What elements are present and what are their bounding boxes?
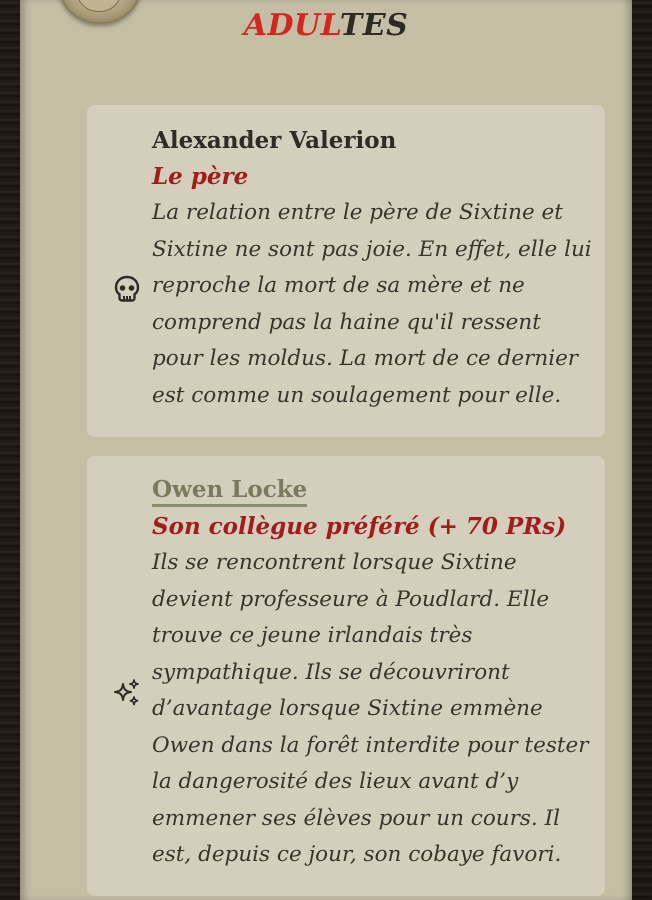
character-role: Son collègue préféré (+ 70 PRs) <box>152 513 567 540</box>
frame-left <box>0 0 20 900</box>
section-title-part2: TES <box>339 8 409 43</box>
description-line: reproche la mort de sa mère et ne <box>152 273 525 298</box>
frame-right <box>632 0 652 900</box>
description-line: devient professeure à Poudlard. Elle <box>152 586 550 612</box>
character-name: Alexander Valerion <box>152 127 397 154</box>
description-line: d’avantage lorsque Sixtine emmène <box>152 696 543 721</box>
description-line: trouve ce jeune irlandais très <box>152 623 473 648</box>
section-title-part1: ADUL <box>243 8 340 43</box>
description-line: pour les moldus. La mort de ce dernier <box>152 346 579 371</box>
description-line: Sixtine ne sont pas joie. En effet, elle lui <box>152 236 592 262</box>
description-line: emmener ses élèves pour un cours. Il <box>152 805 560 831</box>
description-line: La relation entre le père de Sixtine et <box>152 200 563 225</box>
relation-description <box>152 545 591 874</box>
character-role: Le père <box>152 163 249 190</box>
relation-card-body <box>152 476 591 874</box>
description-line: Owen dans la forêt interdite pour tester <box>152 732 589 758</box>
sparkles-icon <box>112 678 142 708</box>
relation-card <box>87 456 605 896</box>
page-content <box>20 0 632 900</box>
description-line: comprend pas la haine qu'il ressent <box>152 309 541 335</box>
description-line: sympathique. Ils se découvriront <box>152 659 510 685</box>
character-name-link[interactable]: Owen Locke <box>152 476 307 507</box>
relation-description <box>152 195 591 414</box>
relation-card-body <box>152 125 591 414</box>
description-line: Ils se rencontrent lorsque Sixtine <box>152 550 517 575</box>
description-line: la dangerosité des lieux avant d’y <box>152 769 519 794</box>
relation-card <box>87 105 605 437</box>
description-line: est comme un soulagement pour elle. <box>152 382 562 408</box>
section-title <box>20 8 632 43</box>
skull-icon <box>112 274 142 304</box>
description-line: est, depuis ce jour, son cobaye favori. <box>152 842 562 867</box>
